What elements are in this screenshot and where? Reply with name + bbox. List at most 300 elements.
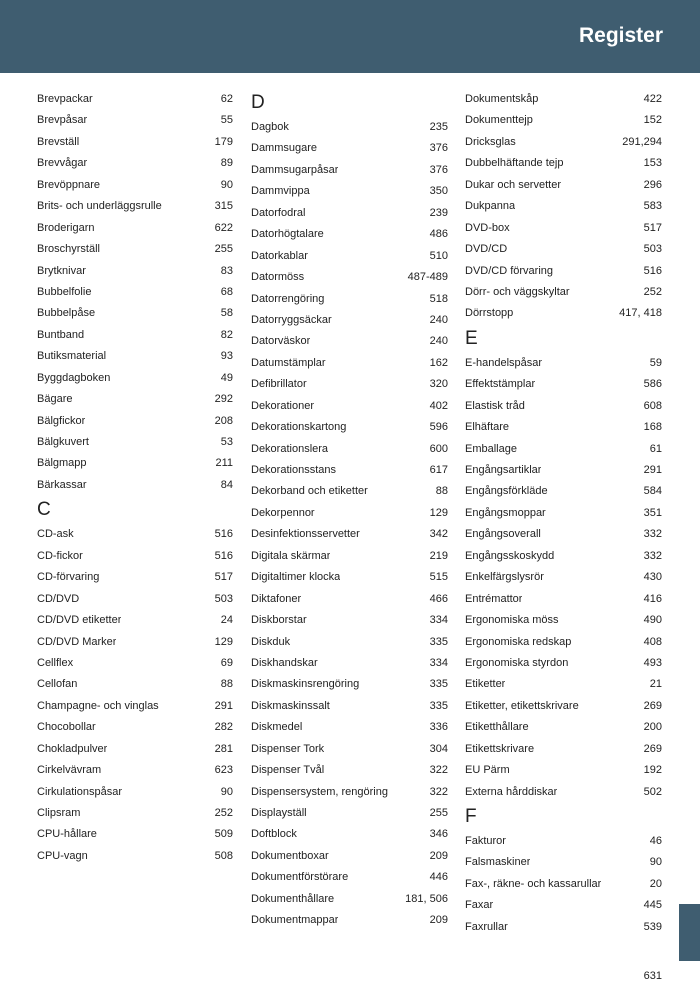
index-term: Ergonomiska möss bbox=[465, 614, 559, 627]
index-page-ref: 596 bbox=[429, 421, 448, 434]
index-term: CD/DVD bbox=[37, 592, 80, 605]
index-entry bbox=[251, 760, 448, 781]
index-page-ref: 515 bbox=[429, 571, 448, 584]
index-page-ref: 55 bbox=[220, 114, 233, 127]
index-entry bbox=[465, 632, 662, 653]
index-page-ref: 335 bbox=[429, 699, 448, 712]
index-entry bbox=[37, 453, 233, 474]
index-entry bbox=[251, 117, 448, 138]
index-page-ref: 255 bbox=[429, 807, 448, 819]
index-entry bbox=[251, 889, 448, 910]
index-entry bbox=[37, 261, 233, 282]
index-term: CD-fickor bbox=[37, 549, 83, 562]
index-term: Datorrengöring bbox=[251, 292, 325, 305]
index-entry bbox=[465, 239, 662, 260]
index-page-ref: 416 bbox=[643, 592, 662, 605]
index-entry bbox=[465, 132, 662, 153]
index-term: Chokladpulver bbox=[37, 742, 108, 755]
index-term: Buntband bbox=[37, 328, 85, 341]
index-entry bbox=[37, 674, 233, 695]
index-term: Cellflex bbox=[37, 656, 74, 669]
index-term: Dekorationskartong bbox=[251, 421, 347, 434]
index-term: Dörrstopp bbox=[465, 307, 514, 320]
index-page-ref: 168 bbox=[643, 421, 662, 434]
index-page-ref: 208 bbox=[214, 414, 233, 427]
index-page-ref: 211 bbox=[215, 457, 233, 470]
index-page-ref: 49 bbox=[220, 371, 233, 384]
index-page-ref: 445 bbox=[643, 899, 662, 912]
index-letter-heading: C bbox=[37, 499, 51, 521]
index-term: Dekorationslera bbox=[251, 442, 329, 455]
index-entry bbox=[251, 310, 448, 331]
index-entry bbox=[251, 203, 448, 224]
index-entry bbox=[465, 674, 662, 695]
index-page-ref: 20 bbox=[649, 877, 662, 890]
index-term: CPU-vagn bbox=[37, 849, 88, 862]
index-entry bbox=[37, 411, 233, 432]
index-entry bbox=[251, 246, 448, 267]
index-entry bbox=[465, 524, 662, 545]
index-page-ref: 252 bbox=[643, 285, 662, 298]
index-page-ref: 334 bbox=[429, 656, 448, 669]
index-column-2 bbox=[251, 89, 448, 932]
index-page-ref: 583 bbox=[643, 200, 662, 213]
index-page-ref: 417, 418 bbox=[619, 307, 662, 320]
index-term: Ergonomiska redskap bbox=[465, 635, 572, 648]
index-term: Diskmedel bbox=[251, 721, 303, 734]
index-entry bbox=[37, 196, 233, 217]
index-entry bbox=[251, 696, 448, 717]
index-entry bbox=[251, 353, 448, 374]
index-term: Dekorationsstans bbox=[251, 464, 336, 476]
index-page-ref: 179 bbox=[214, 135, 233, 148]
index-entry bbox=[37, 567, 233, 588]
index-page-ref: 88 bbox=[220, 678, 233, 691]
index-page-ref: 617 bbox=[429, 464, 448, 476]
index-entry bbox=[465, 610, 662, 631]
index-entry bbox=[251, 396, 448, 417]
index-term: Dokumentboxar bbox=[251, 849, 329, 862]
index-term: Dokumenthållare bbox=[251, 892, 335, 905]
index-page-ref: 518 bbox=[429, 292, 448, 305]
index-entry bbox=[251, 782, 448, 803]
index-entry bbox=[465, 374, 662, 395]
index-term: DVD/CD förvaring bbox=[465, 264, 554, 277]
index-term: Brits- och underläggsrulle bbox=[37, 200, 162, 213]
index-term: Dispenser Tvål bbox=[251, 764, 325, 777]
index-entry bbox=[465, 353, 662, 374]
page-number: 631 bbox=[643, 970, 662, 982]
index-term: Faxar bbox=[465, 899, 494, 912]
index-page-ref: 291 bbox=[214, 699, 233, 712]
index-term: Etikettskrivare bbox=[465, 742, 535, 755]
index-entry bbox=[465, 653, 662, 674]
index-term: Dokumenttejp bbox=[465, 114, 533, 127]
index-entry bbox=[251, 717, 448, 738]
index-term: Bubbelfolie bbox=[37, 285, 92, 298]
index-entry bbox=[37, 389, 233, 410]
index-entry bbox=[465, 782, 662, 803]
index-page-ref: 608 bbox=[643, 399, 662, 412]
index-term: Brevpåsar bbox=[37, 114, 88, 127]
index-term: Digitaltimer klocka bbox=[251, 571, 341, 584]
index-page-ref: 502 bbox=[643, 785, 662, 798]
index-page-ref: 296 bbox=[643, 178, 662, 191]
index-page-ref: 517 bbox=[214, 571, 233, 584]
index-term: CD-ask bbox=[37, 528, 74, 541]
index-term: Cellofan bbox=[37, 678, 78, 691]
index-entry bbox=[37, 824, 233, 845]
index-entry bbox=[37, 110, 233, 131]
index-entry bbox=[37, 803, 233, 824]
index-term: E-handelspåsar bbox=[465, 356, 543, 369]
index-page-ref: 82 bbox=[220, 328, 233, 341]
index-page-ref: 623 bbox=[214, 764, 233, 777]
index-entry bbox=[37, 175, 233, 196]
index-term: Datorväskor bbox=[251, 335, 311, 348]
index-page-ref: 90 bbox=[220, 785, 233, 798]
index-term: Datorfodral bbox=[251, 206, 306, 219]
index-entry bbox=[251, 867, 448, 888]
index-term: Desinfektionsservetter bbox=[251, 528, 360, 541]
index-term: Dokumentskåp bbox=[465, 93, 539, 105]
index-page-ref: 269 bbox=[643, 699, 662, 712]
index-term: Champagne- och vinglas bbox=[37, 699, 159, 712]
index-page-ref: 21 bbox=[649, 678, 662, 691]
index-entry bbox=[465, 460, 662, 481]
index-entry bbox=[251, 632, 448, 653]
index-page-ref: 129 bbox=[429, 506, 448, 519]
index-term: Dekorpennor bbox=[251, 506, 315, 519]
index-page-ref: 291,294 bbox=[622, 135, 662, 148]
index-term: Datormöss bbox=[251, 271, 305, 284]
index-page-ref: 53 bbox=[220, 436, 233, 448]
index-entry bbox=[465, 696, 662, 717]
index-term: Datorhögtalare bbox=[251, 228, 324, 241]
index-page-ref: 58 bbox=[220, 307, 233, 320]
index-page-ref: 69 bbox=[220, 656, 233, 669]
index-term: Diktafoner bbox=[251, 592, 302, 605]
index-term: Dukar och servetter bbox=[465, 178, 561, 191]
index-term: Elhäftare bbox=[465, 421, 510, 434]
index-term: Cirkelvävram bbox=[37, 764, 102, 777]
index-entry bbox=[251, 524, 448, 545]
index-page-ref: 46 bbox=[649, 835, 662, 847]
index-page-ref: 376 bbox=[429, 163, 448, 176]
index-page-ref: 342 bbox=[429, 528, 448, 541]
index-term: Bärkassar bbox=[37, 478, 87, 491]
index-term: Ergonomiska styrdon bbox=[465, 656, 569, 669]
index-page-ref: 332 bbox=[643, 549, 662, 562]
index-entry bbox=[251, 846, 448, 867]
index-entry bbox=[251, 481, 448, 502]
index-term: Externa hårddiskar bbox=[465, 785, 558, 798]
index-page-ref: 322 bbox=[429, 785, 448, 798]
index-page-ref: 200 bbox=[643, 721, 662, 734]
index-page-ref: 181, 506 bbox=[405, 892, 448, 905]
index-term: Dukpanna bbox=[465, 200, 516, 213]
index-page-ref: 93 bbox=[220, 350, 233, 363]
index-term: Digitala skärmar bbox=[251, 549, 331, 562]
index-term: Brevställ bbox=[37, 135, 80, 148]
index-term: Brytknivar bbox=[37, 264, 86, 277]
index-page-ref: 62 bbox=[220, 93, 233, 105]
index-page-ref: 622 bbox=[214, 221, 233, 234]
index-entry bbox=[251, 803, 448, 824]
index-entry bbox=[37, 325, 233, 346]
index-term: Engångsförkläde bbox=[465, 485, 548, 498]
index-page-ref: 315 bbox=[214, 200, 233, 213]
index-term: Falsmaskiner bbox=[465, 856, 531, 869]
page-header bbox=[0, 0, 700, 73]
index-page-ref: 240 bbox=[429, 335, 448, 348]
index-page-ref: 90 bbox=[649, 856, 662, 869]
section-tab bbox=[679, 904, 700, 961]
index-term: CD-förvaring bbox=[37, 571, 100, 584]
index-entry bbox=[37, 632, 233, 653]
index-entry bbox=[37, 717, 233, 738]
index-term: Engångsartiklar bbox=[465, 464, 542, 476]
index-page-ref: 584 bbox=[643, 485, 662, 498]
index-entry bbox=[37, 282, 233, 303]
index-page-ref: 508 bbox=[214, 849, 233, 862]
index-entry bbox=[465, 589, 662, 610]
index-entry bbox=[37, 368, 233, 389]
index-entry bbox=[251, 610, 448, 631]
index-page-ref: 402 bbox=[429, 399, 448, 412]
index-page-ref: 322 bbox=[429, 764, 448, 777]
index-entry bbox=[465, 917, 662, 938]
index-page-ref: 292 bbox=[214, 393, 233, 406]
index-term: Fakturor bbox=[465, 835, 506, 847]
index-term: EU Pärm bbox=[465, 764, 510, 777]
index-term: Diskmaskinsrengöring bbox=[251, 678, 360, 691]
index-term: Doftblock bbox=[251, 828, 297, 841]
index-entry bbox=[465, 175, 662, 196]
index-entry bbox=[251, 589, 448, 610]
index-page-ref: 346 bbox=[429, 828, 448, 841]
index-entry bbox=[465, 831, 662, 852]
index-page-ref: 219 bbox=[429, 549, 448, 562]
index-entry bbox=[251, 331, 448, 352]
index-entry bbox=[465, 153, 662, 174]
index-term: Displayställ bbox=[251, 807, 307, 819]
index-page-ref: 88 bbox=[435, 485, 448, 498]
index-page-ref: 516 bbox=[643, 264, 662, 277]
index-entry bbox=[37, 218, 233, 239]
index-page-ref: 335 bbox=[429, 635, 448, 648]
index-page-ref: 517 bbox=[643, 221, 662, 234]
index-entry bbox=[465, 439, 662, 460]
index-page-ref: 83 bbox=[220, 264, 233, 277]
index-page-ref: 59 bbox=[649, 356, 662, 369]
index-entry bbox=[37, 546, 233, 567]
index-entry bbox=[465, 739, 662, 760]
index-entry bbox=[251, 439, 448, 460]
index-term: DVD-box bbox=[465, 221, 510, 234]
index-page-ref: 90 bbox=[220, 178, 233, 191]
index-term: Diskhandskar bbox=[251, 656, 318, 669]
index-page-ref: 422 bbox=[643, 93, 662, 105]
index-term: Diskduk bbox=[251, 635, 291, 648]
index-entry bbox=[37, 846, 233, 867]
index-page-ref: 332 bbox=[643, 528, 662, 541]
index-page-ref: 493 bbox=[643, 656, 662, 669]
index-page-ref: 320 bbox=[429, 378, 448, 391]
index-entry bbox=[37, 696, 233, 717]
index-term: Datumstämplar bbox=[251, 356, 326, 369]
index-page-ref: 466 bbox=[429, 592, 448, 605]
index-entry bbox=[37, 346, 233, 367]
index-term: Broschyrställ bbox=[37, 243, 100, 256]
index-page-ref: 516 bbox=[214, 528, 233, 541]
index-term: CPU-hållare bbox=[37, 828, 97, 841]
index-term: Brevöppnare bbox=[37, 178, 100, 191]
index-page-ref: 510 bbox=[429, 249, 448, 262]
index-term: Dammsugarpåsar bbox=[251, 163, 339, 176]
index-entry bbox=[251, 267, 448, 288]
index-entry bbox=[465, 895, 662, 916]
index-entry bbox=[37, 760, 233, 781]
index-entry bbox=[37, 524, 233, 545]
index-term: Cirkulationspåsar bbox=[37, 785, 122, 798]
index-entry bbox=[37, 153, 233, 174]
index-page-ref: 376 bbox=[429, 142, 448, 155]
index-term: Dispensersystem, rengöring bbox=[251, 785, 388, 798]
index-entry bbox=[465, 546, 662, 567]
index-page-ref: 68 bbox=[220, 285, 233, 298]
index-page-ref: 269 bbox=[643, 742, 662, 755]
index-page-ref: 192 bbox=[643, 764, 662, 777]
index-page-ref: 586 bbox=[643, 378, 662, 391]
index-term: Datorkablar bbox=[251, 249, 308, 262]
index-term: Dispenser Tork bbox=[251, 742, 325, 755]
index-entry bbox=[251, 546, 448, 567]
index-term: Enkelfärgslysrör bbox=[465, 571, 544, 584]
index-page-ref: 24 bbox=[220, 614, 233, 627]
index-page-ref: 430 bbox=[643, 571, 662, 584]
index-term: Emballage bbox=[465, 442, 517, 455]
index-term: Effektstämplar bbox=[465, 378, 536, 391]
index-term: Elastisk tråd bbox=[465, 399, 525, 412]
index-term: Diskmaskinssalt bbox=[251, 699, 330, 712]
index-entry bbox=[465, 396, 662, 417]
index-term: Datorryggsäckar bbox=[251, 313, 332, 326]
index-term: Defibrillator bbox=[251, 378, 307, 391]
index-term: Butiksmaterial bbox=[37, 350, 107, 363]
index-entry bbox=[37, 589, 233, 610]
index-term: Faxrullar bbox=[465, 920, 508, 933]
index-letter-heading: D bbox=[251, 92, 265, 113]
index-page-ref: 152 bbox=[643, 114, 662, 127]
index-entry bbox=[465, 261, 662, 282]
index-page-ref: 486 bbox=[429, 228, 448, 241]
index-term: Etiketter, etikettskrivare bbox=[465, 699, 579, 712]
index-page-ref: 282 bbox=[214, 721, 233, 734]
index-entry bbox=[37, 782, 233, 803]
index-page-ref: 129 bbox=[214, 635, 233, 648]
index-term: CD/DVD Marker bbox=[37, 635, 117, 648]
index-page-ref: 162 bbox=[429, 356, 448, 369]
index-term: Brevvågar bbox=[37, 157, 88, 170]
index-term: DVD/CD bbox=[465, 243, 508, 256]
index-entry bbox=[37, 475, 233, 496]
index-entry bbox=[251, 567, 448, 588]
index-page-ref: 503 bbox=[643, 243, 662, 256]
index-page-ref: 408 bbox=[643, 635, 662, 648]
index-entry bbox=[37, 610, 233, 631]
index-term: Bälgfickor bbox=[37, 414, 86, 427]
index-term: Engångsmoppar bbox=[465, 506, 546, 519]
index-entry bbox=[251, 224, 448, 245]
index-term: CD/DVD etiketter bbox=[37, 614, 122, 627]
index-term: Chocobollar bbox=[37, 721, 96, 734]
index-entry bbox=[465, 760, 662, 781]
index-page-ref: 351 bbox=[643, 506, 662, 519]
index-page-ref: 239 bbox=[429, 206, 448, 219]
index-entry bbox=[465, 567, 662, 588]
index-term: Dokumentmappar bbox=[251, 914, 339, 927]
index-term: Dagbok bbox=[251, 121, 289, 133]
index-term: Etiketthållare bbox=[465, 721, 529, 734]
index-entry bbox=[465, 417, 662, 438]
index-term: Bägare bbox=[37, 393, 73, 406]
index-column-3 bbox=[465, 89, 662, 938]
index-page-ref: 335 bbox=[429, 678, 448, 691]
index-entry bbox=[465, 282, 662, 303]
index-term: Broderigarn bbox=[37, 221, 95, 234]
index-entry bbox=[465, 196, 662, 217]
index-page-ref: 304 bbox=[429, 742, 448, 755]
index-page-ref: 350 bbox=[429, 185, 448, 198]
index-entry bbox=[251, 138, 448, 159]
index-entry bbox=[465, 503, 662, 524]
index-term: Diskborstar bbox=[251, 614, 307, 627]
index-entry bbox=[251, 739, 448, 760]
index-page-ref: 61 bbox=[649, 442, 662, 455]
index-entry bbox=[465, 110, 662, 131]
index-entry bbox=[465, 852, 662, 873]
index-term: Byggdagboken bbox=[37, 371, 111, 384]
index-page-ref: 209 bbox=[429, 849, 448, 862]
index-page-ref: 240 bbox=[429, 313, 448, 326]
index-entry bbox=[465, 89, 662, 110]
index-page-ref: 84 bbox=[220, 478, 233, 491]
index-page-ref: 600 bbox=[429, 442, 448, 455]
index-entry bbox=[37, 239, 233, 260]
index-entry bbox=[251, 460, 448, 481]
index-term: Etiketter bbox=[465, 678, 506, 691]
index-term: Engångsskoskydd bbox=[465, 549, 555, 562]
index-entry bbox=[251, 653, 448, 674]
index-entry bbox=[465, 481, 662, 502]
index-entry bbox=[251, 417, 448, 438]
index-page-ref: 539 bbox=[643, 920, 662, 933]
index-page-ref: 334 bbox=[429, 614, 448, 627]
index-term: Dörr- och väggskyltar bbox=[465, 285, 570, 298]
index-entry bbox=[37, 89, 233, 110]
index-term: Fax-, räkne- och kassarullar bbox=[465, 877, 602, 890]
index-entry bbox=[465, 717, 662, 738]
index-entry bbox=[37, 653, 233, 674]
index-term: Bälgkuvert bbox=[37, 436, 89, 448]
index-term: Dammsugare bbox=[251, 142, 318, 155]
index-page-ref: 336 bbox=[429, 721, 448, 734]
index-term: Clipsram bbox=[37, 807, 81, 819]
index-term: Engångsoverall bbox=[465, 528, 541, 541]
index-entry bbox=[251, 824, 448, 845]
index-page-ref: 252 bbox=[214, 807, 233, 819]
